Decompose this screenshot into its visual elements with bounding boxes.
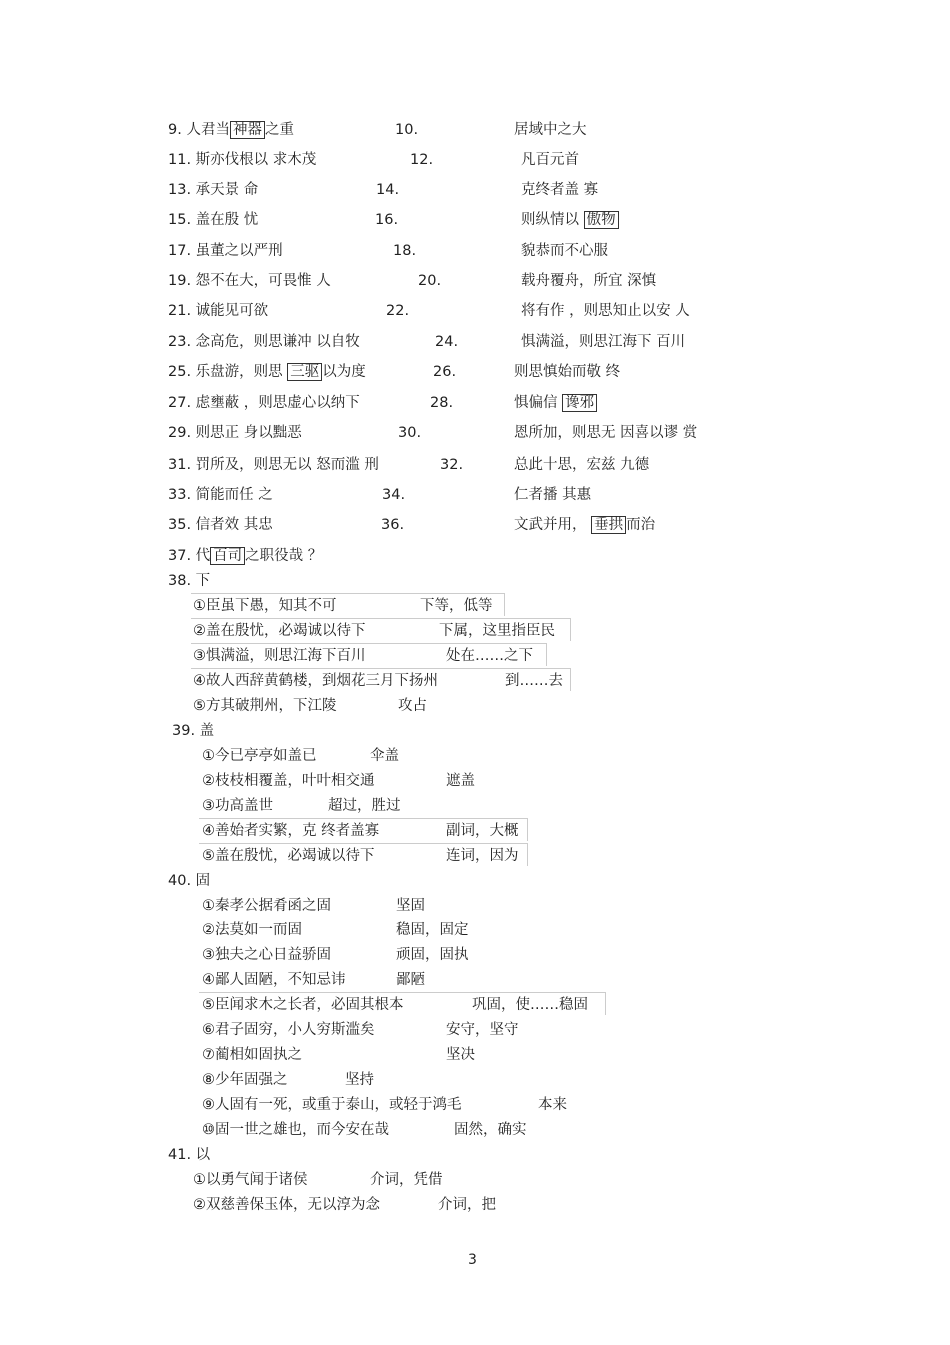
pair-left-line bbox=[168, 272, 331, 290]
example-sentence: ⑤方其破荆州，下江陵 bbox=[193, 698, 337, 714]
boxed-word: 百司 bbox=[210, 547, 245, 565]
phrase-text: 则思正 身以黜恶 bbox=[195, 425, 302, 441]
definition-text: 顽固，固执 bbox=[396, 947, 469, 963]
table-border bbox=[191, 668, 571, 691]
pair-right-line bbox=[514, 121, 587, 139]
phrase-text: 罚所及，则思无以 怒而滥 刑 bbox=[195, 457, 379, 473]
phrase-text: 简能而任 之 bbox=[195, 487, 273, 503]
example-sentence: ③功高盖世 bbox=[202, 798, 273, 814]
phrase-text: 总此十思，宏兹 九德 bbox=[514, 457, 650, 473]
phrase-text: 信者效 其忠 bbox=[195, 517, 273, 533]
phrase-text: 恩所加，则思无 因喜以谬 赏 bbox=[514, 425, 698, 441]
example-sentence: ④故人西辞黄鹤楼，到烟花三月下扬州 bbox=[193, 673, 438, 689]
definition-text: 伞盖 bbox=[370, 748, 399, 764]
definition-text: 攻占 bbox=[398, 698, 427, 714]
phrase-text: 诚能见可欲 bbox=[195, 303, 269, 319]
table-border bbox=[199, 843, 528, 866]
item-number: 28. bbox=[430, 395, 454, 411]
table-border bbox=[199, 992, 606, 1015]
phrase-text: 克终者盖 寡 bbox=[521, 182, 599, 198]
item-number: 17. bbox=[168, 243, 192, 259]
q38-heading: 38. 下 bbox=[168, 573, 211, 589]
example-sentence: ⑦蔺相如固执之 bbox=[202, 1047, 302, 1063]
item-number: 15. bbox=[168, 212, 192, 228]
pair-left-line bbox=[168, 333, 360, 351]
example-sentence: ⑩固一世之雄也，而今安在哉 bbox=[202, 1122, 389, 1138]
item-number: 34. bbox=[382, 487, 406, 503]
phrase-text: 之重 bbox=[264, 122, 294, 138]
pair-right-line bbox=[514, 394, 597, 412]
phrase-text: 斯亦伐根以 求木茂 bbox=[195, 152, 317, 168]
item-number: 26. bbox=[433, 364, 457, 380]
item-number: 25. bbox=[168, 364, 192, 380]
definition-text: 遮盖 bbox=[446, 773, 475, 789]
example-sentence: ③独夫之心日益骄固 bbox=[202, 947, 331, 963]
boxed-word: 三驱 bbox=[287, 363, 322, 381]
phrase-text: 乐盘游，则思 bbox=[195, 364, 288, 380]
q39-heading: 39. 盖 bbox=[172, 723, 215, 739]
example-sentence: ①今已亭亭如盖已 bbox=[202, 748, 317, 764]
boxed-word: 神器 bbox=[230, 121, 265, 139]
definition-text: 到……去 bbox=[505, 673, 563, 689]
item-37-line bbox=[168, 547, 322, 565]
example-sentence: ③惧满溢，则思江海下百川 bbox=[193, 648, 366, 664]
example-sentence: ④鄙人固陋，不知忌讳 bbox=[202, 972, 346, 988]
phrase-text: 念高危，则思谦冲 以自牧 bbox=[195, 334, 360, 350]
pair-left-line bbox=[168, 486, 273, 504]
pair-left-line bbox=[168, 363, 366, 381]
table-border bbox=[199, 818, 528, 841]
definition-text: 介词，凭借 bbox=[370, 1172, 443, 1188]
item-number: 12. bbox=[410, 152, 434, 168]
example-sentence: ②法莫如一而固 bbox=[202, 922, 302, 938]
pair-left-line bbox=[168, 242, 283, 260]
pair-right-line bbox=[521, 272, 656, 290]
item-number: 16. bbox=[375, 212, 399, 228]
page-number: 3 bbox=[468, 1252, 477, 1268]
example-sentence: ④善始者实繁，克 终者盖寡 bbox=[202, 823, 380, 839]
item-number: 22. bbox=[386, 303, 410, 319]
item-number: 36. bbox=[381, 517, 405, 533]
item-number: 9. bbox=[168, 122, 182, 138]
item-number: 31. bbox=[168, 457, 192, 473]
q40-heading: 40. 固 bbox=[168, 873, 211, 889]
definition-text: 鄙陋 bbox=[396, 972, 425, 988]
pair-left-line bbox=[168, 151, 316, 169]
definition-text: 坚决 bbox=[446, 1047, 475, 1063]
definition-text: 下等，低等 bbox=[420, 598, 493, 614]
pair-right-line bbox=[521, 302, 690, 320]
item-number: 37. bbox=[168, 548, 192, 564]
phrase-text: 以为度 bbox=[322, 364, 366, 380]
phrase-text: 人君当 bbox=[186, 122, 230, 138]
item-number: 30. bbox=[398, 425, 422, 441]
phrase-text: 承天景 命 bbox=[195, 182, 259, 198]
phrase-text: 仁者播 其惠 bbox=[514, 487, 592, 503]
phrase-text: 凡百元首 bbox=[521, 152, 579, 168]
pair-left-line bbox=[168, 394, 360, 412]
phrase-text: 将有作 ，则思知止以安 人 bbox=[521, 303, 690, 319]
pair-left-line bbox=[168, 121, 294, 139]
pair-right-line bbox=[521, 242, 608, 260]
phrase-text: 则思慎始而敬 终 bbox=[514, 364, 621, 380]
definition-text: 下属，这里指臣民 bbox=[439, 623, 555, 639]
definition-text: 巩固，使……稳固 bbox=[472, 997, 588, 1013]
definition-text: 介词，把 bbox=[438, 1197, 496, 1213]
pair-right-line bbox=[514, 363, 620, 381]
pair-left-line bbox=[168, 516, 273, 534]
boxed-word: 谗邪 bbox=[562, 394, 597, 412]
definition-text: 稳固，固定 bbox=[396, 922, 469, 938]
definition-text: 处在……之下 bbox=[446, 648, 533, 664]
definition-text: 坚持 bbox=[345, 1072, 374, 1088]
item-number: 11. bbox=[168, 152, 192, 168]
phrase-text: 而治 bbox=[626, 517, 656, 533]
definition-text: 超过，胜过 bbox=[328, 798, 401, 814]
pair-right-line bbox=[514, 424, 697, 442]
definition-text: 本来 bbox=[538, 1097, 567, 1113]
pair-right-line bbox=[514, 516, 655, 534]
table-border bbox=[191, 643, 547, 666]
pair-left-line bbox=[168, 181, 258, 199]
pair-left-line bbox=[168, 424, 302, 442]
item-number: 18. bbox=[393, 243, 417, 259]
pair-right-line bbox=[521, 181, 598, 199]
phrase-text: 虽董之以严刑 bbox=[195, 243, 283, 259]
pair-right-line bbox=[521, 333, 685, 351]
phrase-text: 貌恭而不心服 bbox=[521, 243, 608, 259]
example-sentence: ⑥君子固穷，小人穷斯滥矣 bbox=[202, 1022, 375, 1038]
phrase-text: 怨不在大，可畏惟 人 bbox=[195, 273, 331, 289]
phrase-text: 虑壅蔽 ，则思虚心以纳下 bbox=[195, 395, 360, 411]
pair-left-line bbox=[168, 456, 379, 474]
definition-text: 固然，确实 bbox=[454, 1122, 527, 1138]
pair-left-line bbox=[168, 211, 258, 229]
definition-text: 安守，坚守 bbox=[446, 1022, 519, 1038]
q41-heading: 41. 以 bbox=[168, 1147, 211, 1163]
item-number: 19. bbox=[168, 273, 192, 289]
boxed-word: 傲物 bbox=[584, 211, 619, 229]
pair-left-line bbox=[168, 302, 268, 320]
example-sentence: ①以勇气闻于诸侯 bbox=[193, 1172, 308, 1188]
item-number: 23. bbox=[168, 334, 192, 350]
table-border bbox=[191, 593, 505, 616]
pair-right-line bbox=[514, 456, 649, 474]
table-border bbox=[191, 618, 571, 641]
boxed-word: 垂拱 bbox=[591, 516, 626, 534]
item-number: 10. bbox=[395, 122, 419, 138]
example-sentence: ⑤盖在殷忧，必竭诚以待下 bbox=[202, 848, 375, 864]
phrase-text: 惧满溢，则思江海下 百川 bbox=[521, 334, 686, 350]
pair-right-line bbox=[514, 486, 591, 504]
item-number: 32. bbox=[440, 457, 464, 473]
item-number: 33. bbox=[168, 487, 192, 503]
item-number: 21. bbox=[168, 303, 192, 319]
item-number: 20. bbox=[418, 273, 442, 289]
definition-text: 坚固 bbox=[396, 898, 425, 914]
item-number: 29. bbox=[168, 425, 192, 441]
phrase-text: 代 bbox=[195, 548, 211, 564]
pair-right-line bbox=[521, 151, 579, 169]
item-number: 24. bbox=[435, 334, 459, 350]
phrase-text: 则纵情以 bbox=[521, 212, 584, 228]
example-sentence: ⑨人固有一死，或重于泰山，或轻于鸿毛 bbox=[202, 1097, 462, 1113]
example-sentence: ①臣虽下愚，知其不可 bbox=[193, 598, 337, 614]
phrase-text: 惧偏信 bbox=[514, 395, 563, 411]
definition-text: 副词，大概 bbox=[446, 823, 519, 839]
example-sentence: ②双慈善保玉体，无以淳为念 bbox=[193, 1197, 380, 1213]
example-sentence: ⑤臣闻求木之长者，必固其根本 bbox=[202, 997, 404, 1013]
item-number: 14. bbox=[376, 182, 400, 198]
phrase-text: 载舟覆舟，所宜 深慎 bbox=[521, 273, 657, 289]
example-sentence: ⑧少年固强之 bbox=[202, 1072, 288, 1088]
item-number: 13. bbox=[168, 182, 192, 198]
item-number: 27. bbox=[168, 395, 192, 411]
example-sentence: ②枝枝相覆盖，叶叶相交通 bbox=[202, 773, 375, 789]
phrase-text: 之职役哉 ？ bbox=[245, 548, 323, 564]
phrase-text: 盖在殷 忧 bbox=[195, 212, 259, 228]
definition-text: 连词，因为 bbox=[446, 848, 519, 864]
example-sentence: ②盖在殷忧，必竭诚以待下 bbox=[193, 623, 366, 639]
pair-right-line bbox=[521, 211, 619, 229]
phrase-text: 居域中之大 bbox=[514, 122, 587, 138]
example-sentence: ①秦孝公据肴函之固 bbox=[202, 898, 331, 914]
item-number: 35. bbox=[168, 517, 192, 533]
phrase-text: 文武并用， bbox=[514, 517, 592, 533]
